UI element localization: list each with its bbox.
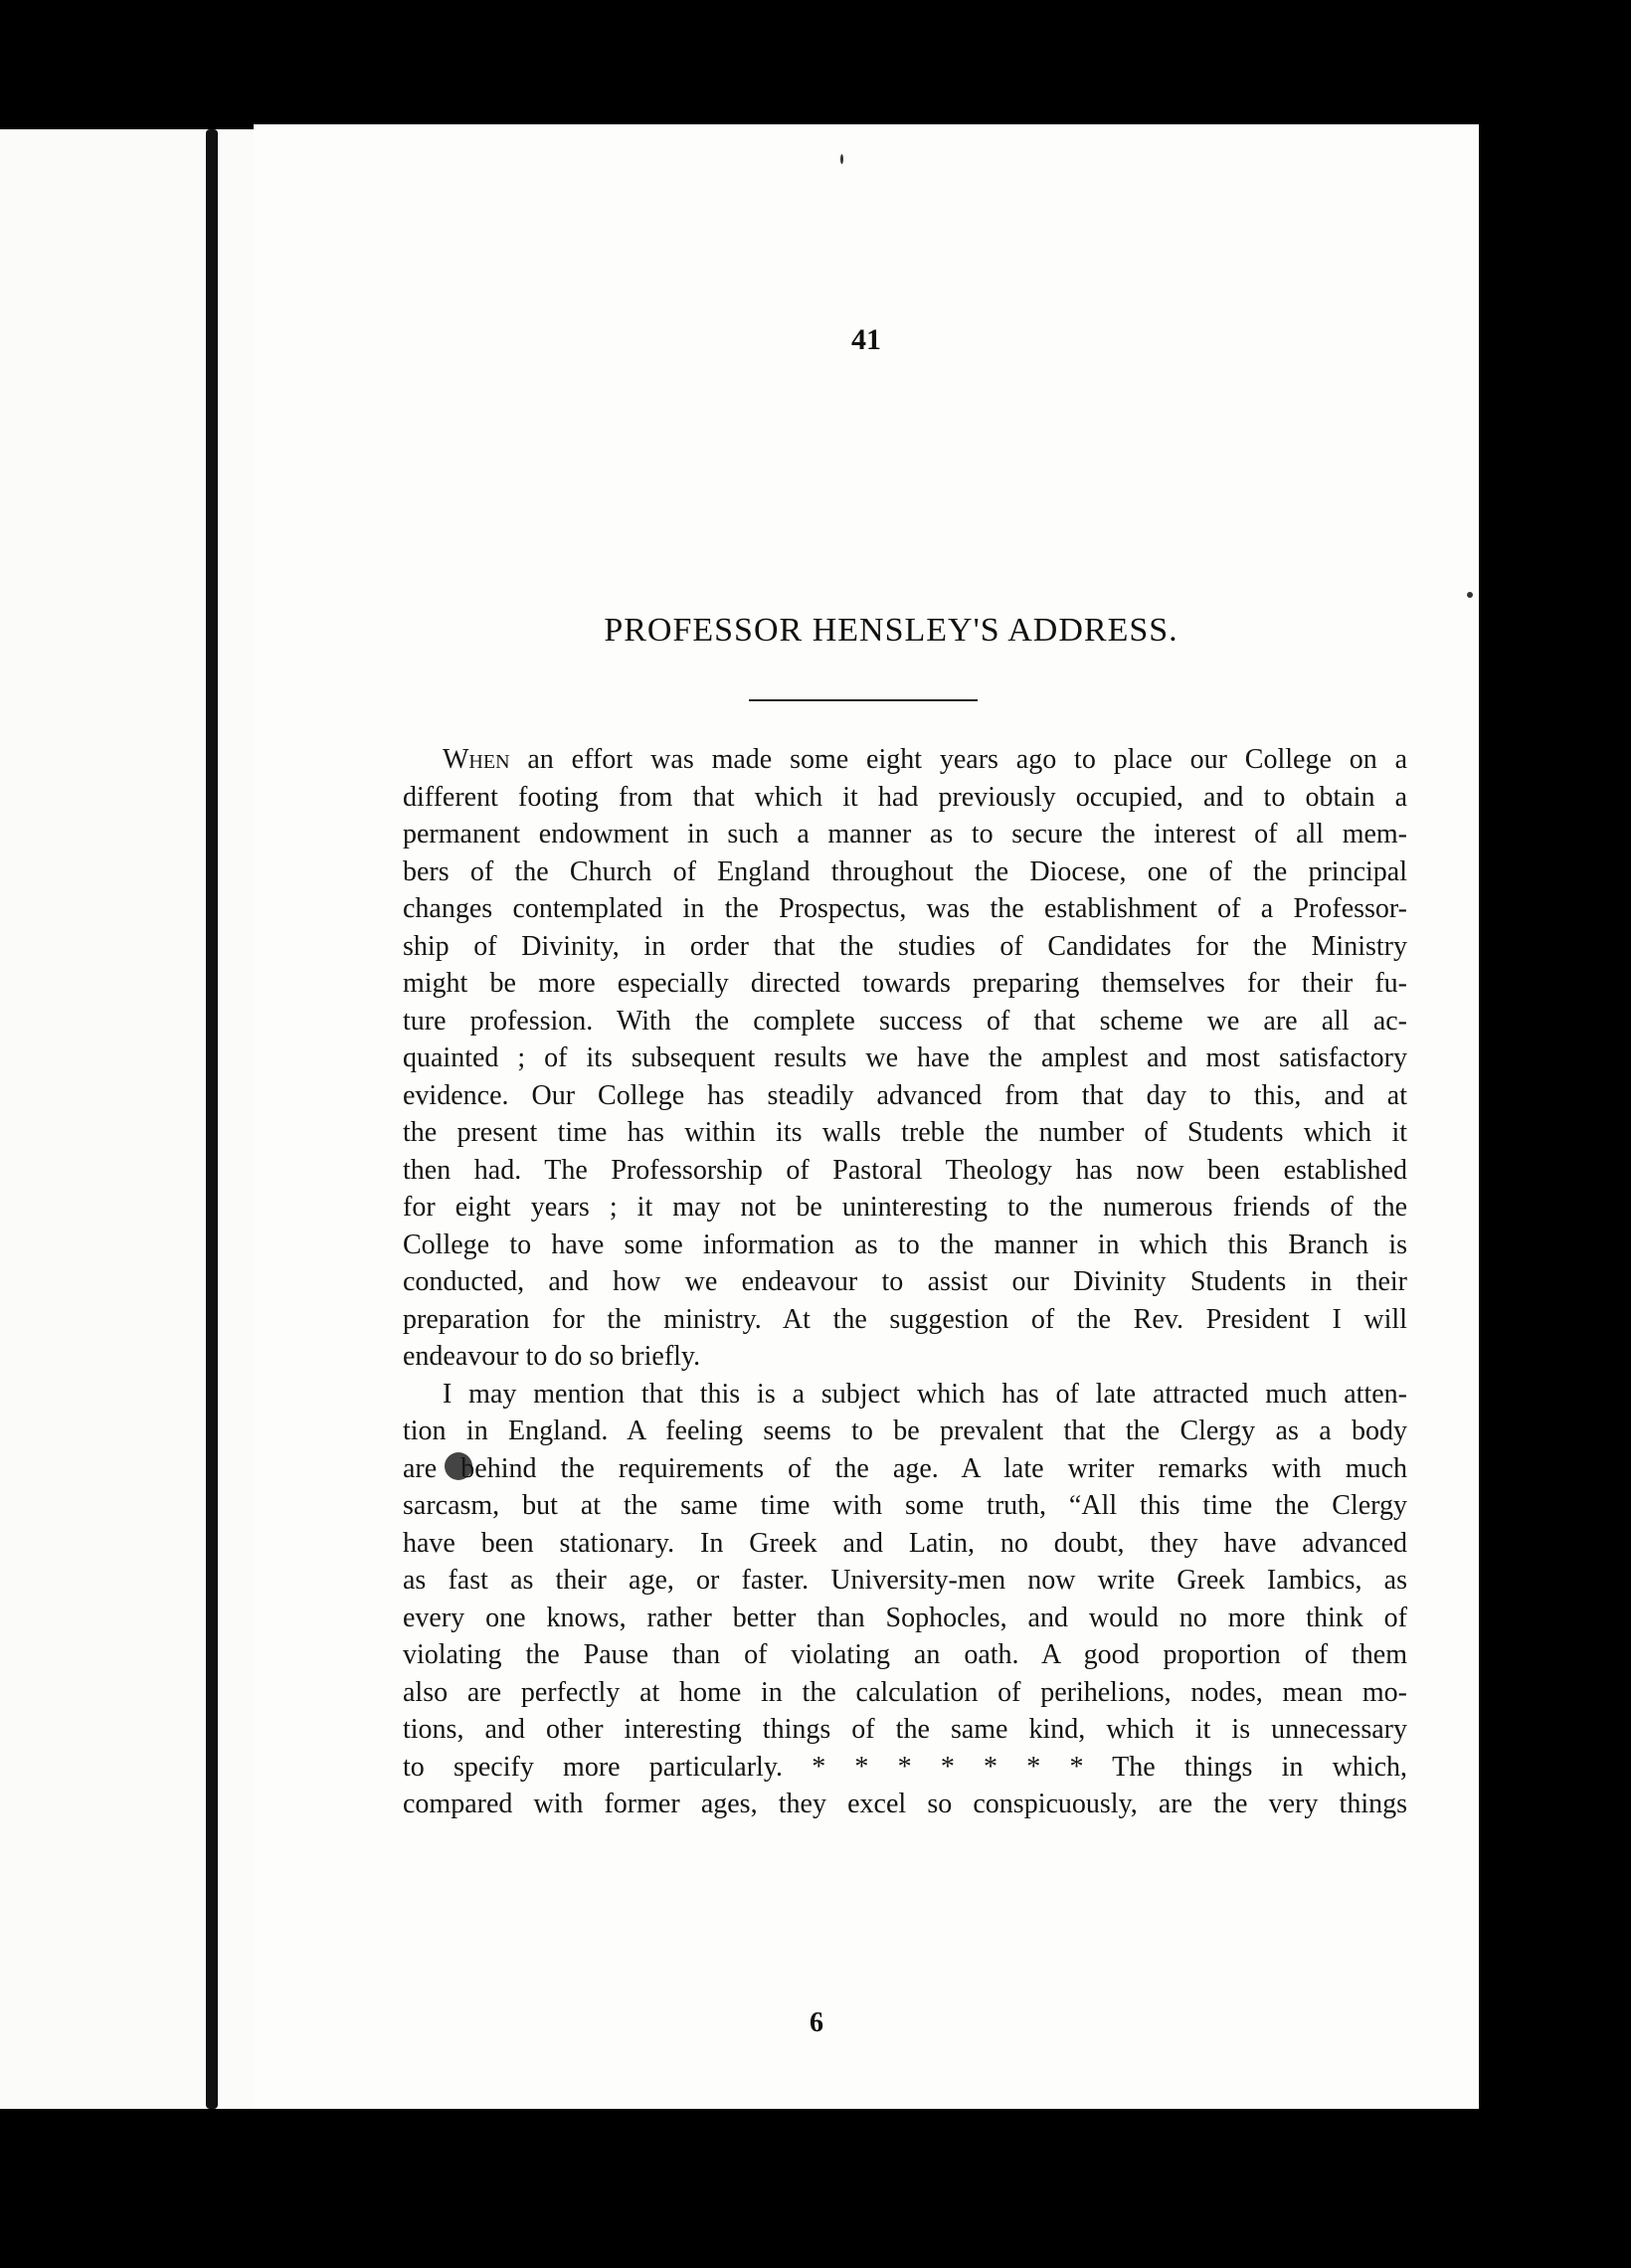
text-line: sarcasm, but at the same time with some truth, “All this time the Clergy [403, 1490, 1407, 1521]
text-line: different footing from that which it had previously occupied, and to obtain a [403, 781, 1407, 813]
book-spine-gutter [206, 129, 218, 2109]
text-line: the present time has within its walls treble the number of Students which it [403, 1117, 1407, 1148]
text-line: compared with former ages, they excel so conspicuously, are the very things [403, 1789, 1407, 1819]
page-title: PROFESSOR HENSLEY'S ADDRESS. [604, 612, 1178, 649]
text-line [403, 741, 1407, 779]
bottom-black-border [0, 2109, 1631, 2268]
book-page [254, 124, 1479, 2109]
text-line: bers of the Church of England throughout the Diocese, one of the principal [403, 855, 1407, 887]
text-line: have been stationary. In Greek and Latin, no doubt, they have advanced [403, 1527, 1407, 1559]
right-black-border [1479, 124, 1631, 2268]
text-line: for eight years ; it may not be uninteresting to the numerous friends of the [403, 1192, 1407, 1223]
signature-mark: 6 [810, 2007, 823, 2038]
text-line: then had. The Professorship of Pastoral Theology has now been established [403, 1154, 1407, 1186]
text-line: quainted ; of its subsequent results we have the amplest and most satisfactory [403, 1042, 1407, 1073]
text-line: ship of Divinity, in order that the studies of Candidates for the Ministry [403, 930, 1407, 962]
title-divider-rule [749, 699, 978, 701]
page-number: 41 [851, 323, 881, 356]
text-line: tion in England. A feeling seems to be prevalent that the Clergy as a body [403, 1416, 1407, 1446]
text-line: conducted, and how we endeavour to assist our Divinity Students in their [403, 1266, 1407, 1297]
text-line: evidence. Our College has steadily advanced from that day to this, and at [403, 1079, 1407, 1111]
text-line: every one knows, rather better than Sophocles, and would no more think of [403, 1602, 1407, 1633]
text-line: also are perfectly at home in the calculation of perihelions, nodes, mean mo- [403, 1676, 1407, 1708]
text-line: changes contemplated in the Prospectus, was the establishment of a Professor- [403, 893, 1407, 924]
text-line: tions, and other interesting things of the same kind, which it is unnecessary [403, 1714, 1407, 1745]
text-line-content: an effort was made some eight years ago to place our College on a [509, 744, 1407, 775]
text-line: are behind the requirements of the age. A late writer remarks with much [403, 1452, 1407, 1484]
lead-word: When [443, 744, 510, 775]
body-text [403, 741, 1407, 1823]
dust-speck [840, 154, 843, 164]
text-line: to specify more particularly. * * * * * * * The things in which, [403, 1751, 1407, 1783]
text-line: might be more especially directed towards preparing themselves for their fu- [403, 968, 1407, 999]
text-line: I may mention that this is a subject which has of late attracted much atten- [443, 1378, 1407, 1410]
text-line: endeavour to do so briefly. [403, 1341, 701, 1372]
text-line: preparation for the ministry. At the suggestion of the Rev. President I will [403, 1303, 1407, 1335]
text-line: violating the Pause than of violating an oath. A good proportion of them [403, 1639, 1407, 1670]
text-line: ture profession. With the complete success of that scheme we are all ac- [403, 1005, 1407, 1037]
text-line: as fast as their age, or faster. University-men now write Greek Iambics, as [403, 1565, 1407, 1596]
dust-speck [1467, 592, 1473, 598]
text-line: College to have some information as to the manner in which this Branch is [403, 1228, 1407, 1260]
text-line: permanent endowment in such a manner as to secure the interest of all mem- [403, 819, 1407, 850]
